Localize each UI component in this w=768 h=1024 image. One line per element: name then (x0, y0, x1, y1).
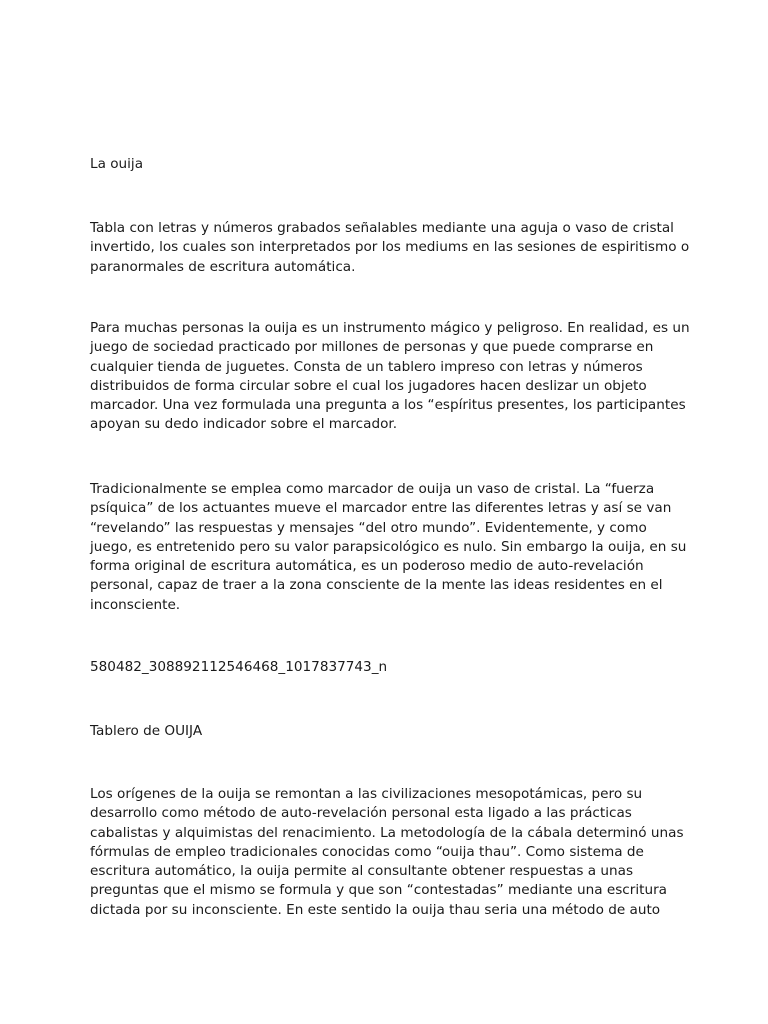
paragraph-3: Tradicionalmente se emplea como marcador de ouija un vaso de cristal. La “fuerza psíquica” de los actuantes mueve el marcador entre las diferentes letras y así se van “revelando” las respuestas y mensajes “del otro mundo”. Evidentemente, y como juego, es entretenido pero su valor parapsicológico es nulo. Sin embargo la ouija, en su forma original de escritura automática, es un poderoso medio de auto-revelación personal, capaz de traer a la zona consciente de la mente las ideas residentes en el inconsciente. (90, 481, 687, 613)
paragraph-1: Tabla con letras y números grabados señalables mediante una aguja o vaso de cristal invertido, los cuales son interpretados por los mediums en las sesiones de espiritismo o paranormales de escritura automática. (90, 220, 690, 275)
image-caption: 580482_308892112546468_1017837743_n (90, 659, 388, 675)
section-subtitle: Tablero de OUIJA (90, 723, 203, 739)
document-title: La ouija (90, 156, 144, 172)
paragraph-2: Para muchas personas la ouija es un instrumento mágico y peligroso. En realidad, es un juego de sociedad practicado por millones de personas y que puede comprarse en cualquier tienda de juguetes. Consta de un tablero impreso con letras y números distribuidos de forma circular sobre el cual los jugadores hacen deslizar un objeto marcador. Una vez formulada una pregunta a los “espíritus presentes, los participantes apoyan su dedo indicador sobre el marcador. (90, 320, 690, 433)
paragraph-4: Los orígenes de la ouija se remontan a las civilizaciones mesopotámicas, pero su desarrollo como método de auto-revelación personal esta ligado a las prácticas cabalistas y alquimistas del renacimiento. La metodología de la cábala determinó unas fórmulas de empleo tradicionales conocidas como “ouija thau”. Como sistema de escritura automático, la ouija permite al consultante obtener respuestas a unas preguntas que el mismo se formula y que son “contestadas” mediante una escritura dictada por su inconsciente. En este sentido la ouija thau seria una método de auto (90, 786, 684, 918)
